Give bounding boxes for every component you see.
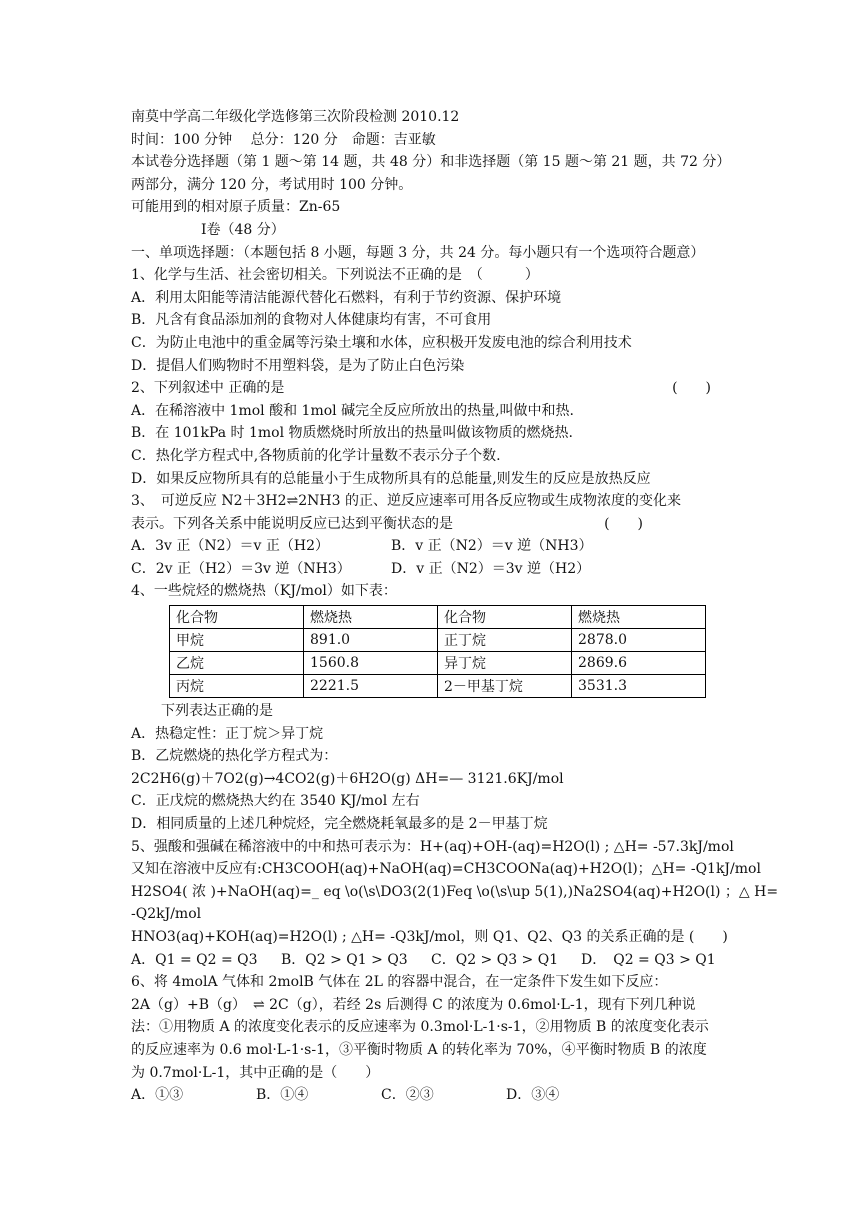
table-row [170, 652, 706, 675]
question-5-line-4: -Q2kJ/mol [131, 906, 202, 923]
table-cell: 2221.5 [304, 675, 438, 698]
table-cell: 正丁烷 [438, 629, 572, 652]
table-cell: 891.0 [304, 629, 438, 652]
question-3-options-ab [131, 535, 731, 558]
table-cell: 异丁烷 [438, 652, 572, 675]
question-4-option-c: C．正戊烷的燃烧热大约在 3540 KJ/mol 左右 [131, 793, 420, 810]
section-instruction: 一、单项选择题：（本题包括 8 小题，每题 3 分，共 24 分。每小题只有一个选项符合题意） [131, 244, 705, 261]
question-5-options [131, 949, 731, 972]
question-5-line-3b: △ H= [738, 883, 779, 900]
question-4-stem: 4、一些烷烃的燃烧热（KJ/mol）如下表： [131, 583, 397, 600]
question-3-option-c: C．2v 正（H2）＝3v 逆（NH3） [131, 560, 351, 577]
question-4-option-a: A．热稳定性：正丁烷＞异丁烷 [131, 725, 324, 742]
question-5-option-c: C．Q2 > Q3 > Q1 [431, 951, 559, 968]
question-5-option-b: B．Q2 > Q1 > Q3 [281, 951, 408, 968]
question-1-option-a: A．利用太阳能等清洁能源代替化石燃料，有利于节约资源、保护环境 [131, 289, 562, 306]
question-3-answer-paren: ( ) [604, 515, 643, 532]
table-row [170, 675, 706, 698]
question-5-line-2: 又知在溶液中反应有:CH3COOH(aq)+NaOH(aq)=CH3COONa(aq)+H2O(l)；△H= -Q1kJ/mol [131, 861, 761, 878]
question-5-line-3 [131, 881, 779, 904]
question-3-stem-2: 表示。下列各关系中能说明反应已达到平衡状态的是 [131, 515, 453, 532]
table-cell: 2869.6 [572, 652, 706, 675]
question-3-stem-line-2 [131, 513, 731, 536]
combustion-heat-table [169, 605, 706, 698]
table-cell: 3531.3 [572, 675, 706, 698]
question-6-option-a: A．①③ [131, 1087, 184, 1104]
question-3-option-b: B．v 正（N2）＝v 逆（NH3） [391, 538, 593, 555]
exam-title: 南莫中学高二年级化学选修第三次阶段检测 2010.12 [131, 109, 460, 125]
table-cell: 乙烷 [170, 652, 304, 675]
question-2-stem: 2、下列叙述中 正确的是 [131, 380, 285, 397]
section-title: Ⅰ卷（48 分） [201, 221, 285, 238]
question-4-prompt: 下列表达正确的是 [161, 703, 273, 720]
question-2-option-d: D．如果反应物所具有的总能量小于生成物所具有的总能量,则发生的反应是放热反应 [131, 470, 651, 487]
question-1-option-b: B．凡含有食品添加剂的食物对人体健康均有害，不可食用 [131, 312, 492, 329]
table-cell: 2878.0 [572, 629, 706, 652]
question-6-line-5: 为 0.7mol·L-1，其中正确的是（ ） [131, 1064, 380, 1081]
table-cell: 2－甲基丁烷 [438, 675, 572, 698]
question-6-line-1: 6、将 4molA 气体和 2molB 气体在 2L 的容器中混合，在一定条件下发生如下反应： [131, 974, 668, 991]
table-cell: 1560.8 [304, 652, 438, 675]
table-header-cell: 化合物 [170, 606, 304, 629]
question-4-option-d: D．相同质量的上述几种烷烃，完全燃烧耗氧最多的是 2－甲基丁烷 [131, 816, 548, 833]
table-cell: 甲烷 [170, 629, 304, 652]
question-6-line-4: 的反应速率为 0.6 mol·L-1·s-1，③平衡时物质 A 的转化率为 70%，④平衡时物质 B 的浓度 [131, 1041, 707, 1058]
question-5-line-1: 5、强酸和强碱在稀溶液中的中和热可表示为：H+(aq)+OH-(aq)=H2O(l) ; △H= -57.3kJ/mol [131, 838, 734, 855]
exam-intro-line-2: 两部分，满分 120 分，考试用时 100 分钟。 [131, 176, 413, 193]
question-4-option-b: B．乙烷燃烧的热化学方程式为： [131, 748, 338, 765]
question-2-option-a: A．在稀溶液中 1mol 酸和 1mol 碱完全反应所放出的热量,叫做中和热. [131, 402, 574, 419]
question-3-option-d: D．v 正（N2）＝3v 逆（H2） [391, 560, 591, 577]
table-row [170, 629, 706, 652]
exam-page [131, 106, 779, 1107]
table-header-cell: 化合物 [438, 606, 572, 629]
question-1-option-d: D．提倡人们购物时不用塑料袋，是为了防止白色污染 [131, 357, 465, 374]
question-5-line-3a: H2SO4( 浓 )+NaOH(aq)=_ eq \o(\s\DO3(2(1)Feq \o(\s\up 5(1),)Na2SO4(aq)+H2O(l) ； [131, 883, 739, 900]
exam-intro-line-1: 本试卷分选择题（第 1 题～第 14 题，共 48 分）和非选择题（第 15 题～第 21 题，共 72 分） [131, 154, 731, 171]
question-2-stem-line [131, 377, 731, 400]
question-1-stem: 1、化学与生活、社会密切相关。下列说法不正确的是 （ ） [131, 267, 539, 284]
exam-meta: 时间：100 分钟 总分：120 分 命题：吉亚敏 [131, 131, 436, 148]
question-2-answer-paren: ( ) [672, 380, 711, 397]
table-cell: 丙烷 [170, 675, 304, 698]
table-header-row [170, 606, 706, 629]
question-3-option-a: A．3v 正（N2）＝v 正（H2） [131, 538, 330, 555]
question-6-option-c: C．②③ [381, 1087, 434, 1104]
question-2-option-b: B．在 101kPa 时 1mol 物质燃烧时所放出的热量叫做该物质的燃烧热. [131, 425, 573, 442]
question-3-stem-line-1: 3、 可逆反应 N2＋3H2⇌2NH3 的正、逆反应速率可用各反应物或生成物浓度的变化来 [131, 493, 681, 510]
question-6-option-b: B．①④ [256, 1087, 309, 1104]
question-6-line-2: 2A（g）+B（g） ⇌ 2C（g），若经 2s 后测得 C 的浓度为 0.6mol·L-1，现有下列几种说 [131, 996, 696, 1013]
table-header-cell: 燃烧热 [572, 606, 706, 629]
question-6-line-3: 法：①用物质 A 的浓度变化表示的反应速率为 0.3mol·L-1·s-1，②用物质 B 的浓度变化表示 [131, 1019, 709, 1036]
question-1-option-c: C．为防止电池中的重金属等污染土壤和水体，应积极开发废电池的综合利用技术 [131, 334, 632, 351]
question-5-option-a: A．Q1 = Q2 = Q3 [131, 951, 258, 968]
table-header-cell: 燃烧热 [304, 606, 438, 629]
question-6-options [131, 1084, 731, 1107]
question-2-option-c: C．热化学方程式中,各物质前的化学计量数不表示分子个数. [131, 447, 501, 464]
question-5-line-5: HNO3(aq)+KOH(aq)=H2O(l) ; △H= -Q3kJ/mol，则 Q1、Q2、Q3 的关系正确的是 ( ) [131, 929, 728, 945]
question-5-option-d: D． Q2 = Q3 > Q1 [581, 951, 716, 968]
question-6-option-d: D．③④ [506, 1087, 560, 1104]
question-3-options-cd [131, 558, 731, 581]
atomic-mass-note: 可能用到的相对原子质量：Zn-65 [131, 199, 341, 216]
question-4-option-b-equation: 2C2H6(g)＋7O2(g)→4CO2(g)＋6H2O(g) ΔH=— 3121.6KJ/mol [131, 770, 564, 787]
